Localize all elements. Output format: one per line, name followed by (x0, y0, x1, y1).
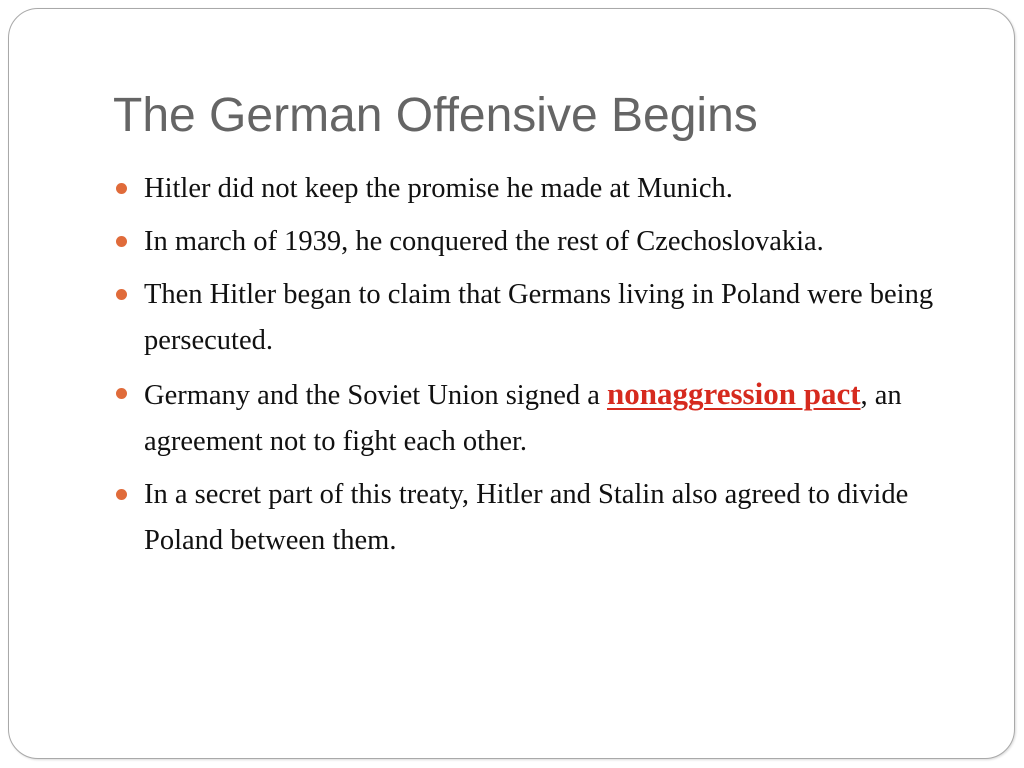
bullet-dot-icon (116, 489, 127, 500)
bullet-item (113, 166, 953, 212)
bullet-dot-icon (116, 183, 127, 194)
bullet-text: Hitler did not keep the promise he made at Munich. (144, 173, 733, 204)
bullet-item (113, 272, 953, 364)
bullet-text-before: Germany and the Soviet Union signed a (144, 380, 608, 411)
bullet-text: Then Hitler began to claim that Germans living in Poland were being persecuted. (144, 279, 934, 356)
nonaggression-pact-link[interactable]: nonaggression pact (607, 376, 861, 411)
bullet-dot-icon (116, 388, 127, 399)
bullet-text: In march of 1939, he conquered the rest of Czechoslovakia. (144, 226, 824, 257)
bullet-text-after: , an agreement not to fight each other. (144, 380, 902, 457)
bullet-text: In a secret part of this treaty, Hitler and Stalin also agreed to divide Poland between them. (144, 479, 909, 556)
slide-title: The German Offensive Begins (113, 89, 758, 142)
bullet-dot-icon (116, 289, 127, 300)
bullet-item (113, 219, 953, 265)
bullet-list (113, 166, 953, 571)
bullet-dot-icon (116, 236, 127, 247)
bullet-item (113, 472, 953, 564)
bullet-item (113, 371, 953, 465)
